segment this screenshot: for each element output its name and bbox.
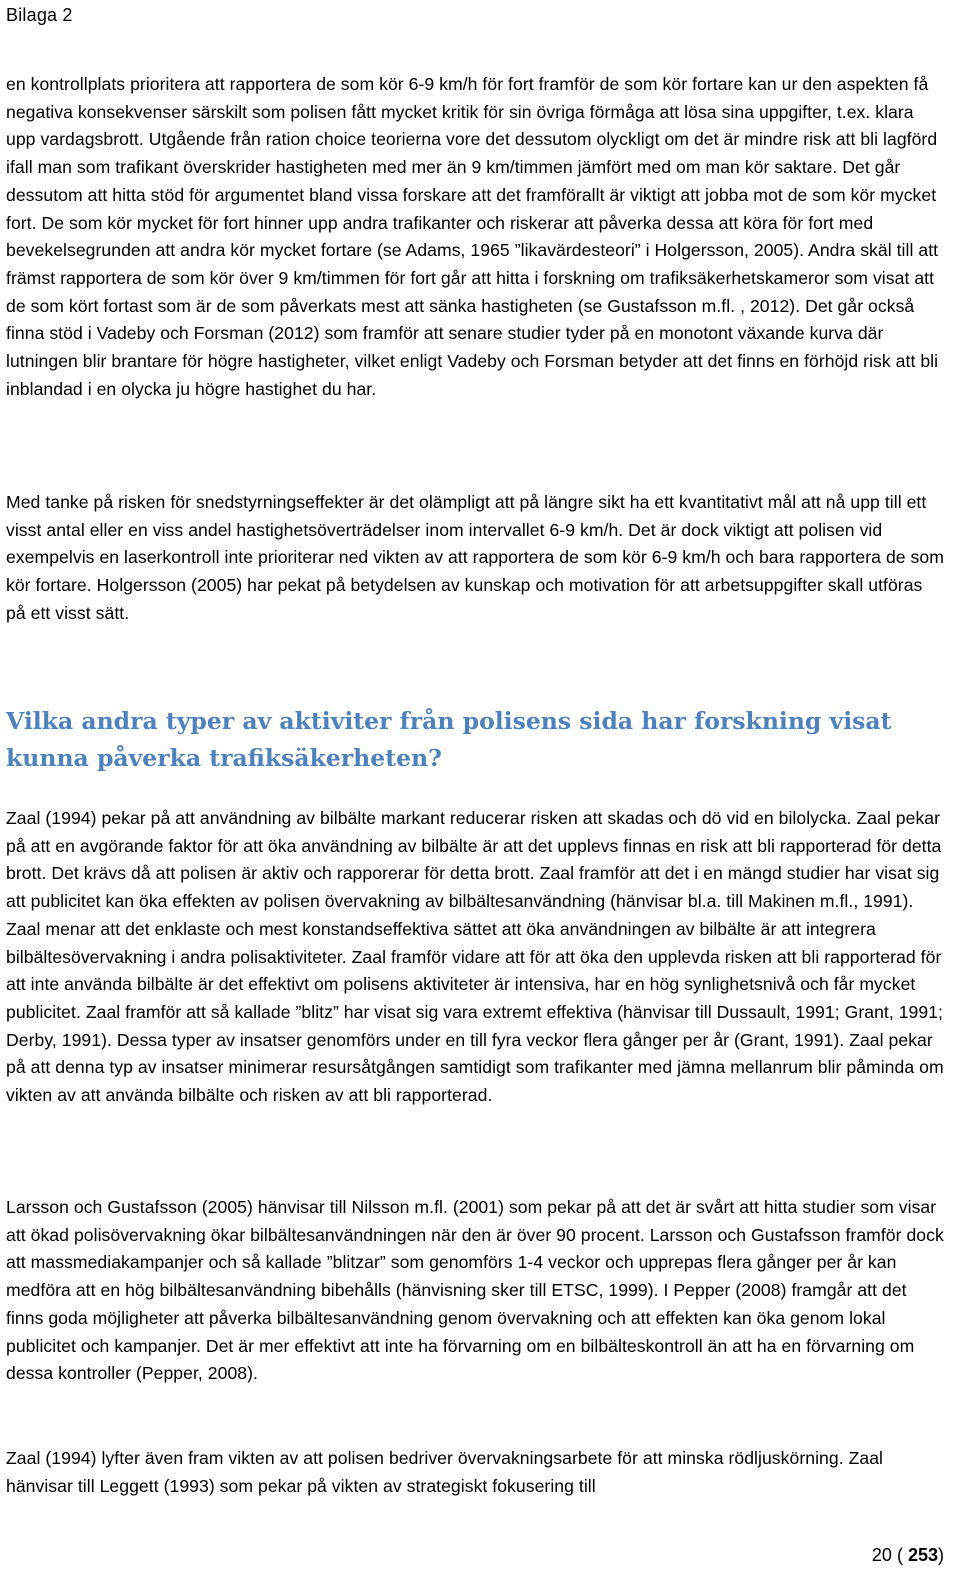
paragraph-seatbelt-larsson: Larsson och Gustafsson (2005) hänvisar till Nilsson m.fl. (2001) som pekar på att det är svårt att hitta studier som visar att ökad polisövervakning ökar bilbältesanvändningen när den är över 90 procent. Larsson och Gustafsson framför dock att massmediakampanjer och så kallade ”blitzar” som genomförs 1-4 veckor och upprepas flera gånger per år kan medföra att en hög bilbältesanvändning bibehålls (hänvisning sker till ETSC, 1999). I Pepper (2008) framgår att det finns goda möjligheter att påverka bilbältesanvändning genom övervakning och att effekten kan öka genom lokal publicitet och kampanjer. Det är mer effektivt att inte ha förvarning om en bilbälteskontroll än att ha en förvarning om dessa kontroller (Pepper, 2008). — [6, 1197, 944, 1384]
paragraph-misdirection-effects: Med tanke på risken för snedstyrningseffekter är det olämpligt att på längre sikt ha ett kvantitativt mål att nå upp till ett visst antal eller en viss andel hastighetsöverträdelser inom intervallet 6-9 km/h. Det är dock viktigt att polisen vid exempelvis en laserkontroll inte prioriterar ned vikten av att rapportera de som kör 6-9 km/h och bara rapportera de som kör fortare. Holgersson (2005) har pekat på betydelsen av kunskap och motivation för att arbetsuppgifter skall utföras på ett visst sätt. — [6, 492, 944, 623]
paragraph-seatbelt-zaal: Zaal (1994) pekar på att användning av bilbälte markant reducerar risken att skadas och dö vid en bilolycka. Zaal pekar på att en avgörande faktor för att öka användning av bilbälte är att det upplevs finnas en risk att bli rapporterad för detta brott. Det krävs då att polisen är aktiv och rapporerar för detta brott. Zaal framför att det i en mängd studier har visat sig att publicitet kan öka effekten av polisen övervakning av bilbältesanvändning (hänvisar bl.a. till Makinen m.fl., 1991). Zaal menar att det enklaste och mest konstandseffektiva sättet att öka användningen av bilbälte är att integrera bilbältesövervakning i andra polisaktiviteter. Zaal framför vidare att för att öka den upplevda risken att bli rapporterad för att inte använda bilbälte är det effektivt om polisens aktiviteter är intensiva, har en hög synlighetsnivå och får mycket publicitet. Zaal framför att så kallade ”blitz” har visat sig vara extremt effektiva (hänvisar till Dussault, 1991; Grant, 1991; Derby, 1991). Dessa typer av insatser genomförs under en till fyra veckor flera gånger per år (Grant, 1991). Zaal pekar på att denna typ av insatser minimerar resursåtgången samtidigt som trafikanter med jämna mellanrum blir påminda om vikten av att använda bilbälte och risken av att bli rapporterad. — [6, 808, 944, 1106]
footer-close-paren: ) — [938, 1545, 944, 1565]
total-pages: 253 — [907, 1545, 938, 1565]
footer-open-paren: ( — [891, 1545, 908, 1565]
page-footer — [872, 1542, 944, 1568]
paragraph-speed-reporting: en kontrollplats prioritera att rapportera de som kör 6-9 km/h för fort framför de som kör fortare kan ur den aspekten få negativa konsekvenser särskilt som polisen fått mycket kritik för sin övriga förmåga att lösa sina uppgifter, t.ex. klara upp vardagsbrott. Utgående från ration choice teorierna vore det dessutom olyckligt om det är mindre risk att bli lagförd ifall man som trafikant överskrider hastigheten med mer än 9 km/timmen jämfört med om man kör saktare. Det går dessutom att hitta stöd för argumentet bland vissa forskare att det framförallt är viktigt att jobba mot de som kör mycket fort. De som kör mycket för fort hinner upp andra trafikanter och riskerar att påverka dessa att köra för fort med bevekelsegrunden att andra kör mycket fortare (se Adams, 1965 ”likavärdesteori” i Holgersson, 2005). Andra skäl till att främst rapportera de som kör över 9 km/timmen för fort går att hitta i forskning om trafiksäkerhetskameror som visat att de som kört fortast som är de som påverkats mest att sänka hastigheten (se Gustafsson m.fl. , 2012). Det går också finna stöd i Vadeby och Forsman (2012) som framför att senare studier tyder på en monotont växande kurva där lutningen blir brantare för högre hastigheter, vilket enligt Vadeby och Forsman betyder att det finns en förhöjd risk att bli inblandad i en olycka ju högre hastighet du har. — [6, 74, 939, 399]
paragraph-red-light: Zaal (1994) lyfter även fram vikten av att polisen bedriver övervakningsarbete för att minska rödljuskörning. Zaal hänvisar till Leggett (1993) som pekar på vikten av strategiskt fokusering till — [6, 1448, 884, 1496]
page-number: 20 — [871, 1545, 892, 1565]
section-heading: Vilka andra typer av aktiviter från polisens sida har forskning visat kunna påverka trafiksäkerheten? — [6, 707, 892, 772]
page-header: Bilaga 2 — [6, 5, 73, 25]
